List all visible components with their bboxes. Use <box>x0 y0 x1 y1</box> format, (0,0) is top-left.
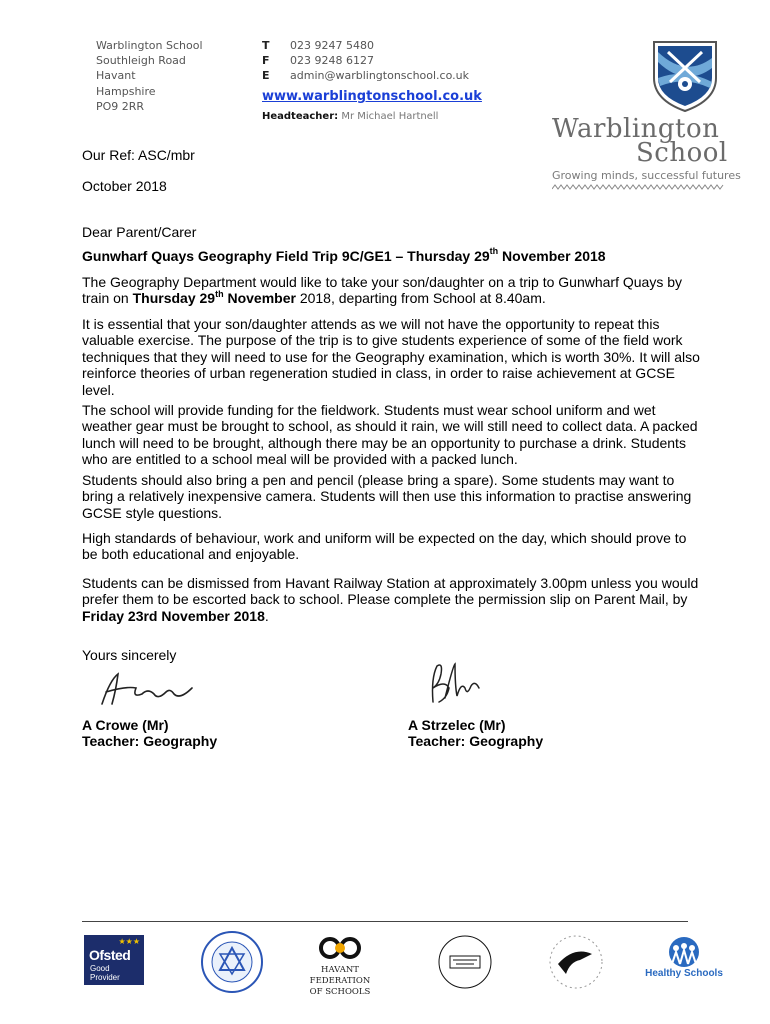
signatory-name: A Crowe (Mr) <box>82 717 169 733</box>
signatory-role: Teacher: Geography <box>82 733 218 750</box>
letter-title: Gunwharf Quays Geography Field Trip 9C/GE1 – Thursday 29th November 2018 <box>82 246 606 264</box>
contact-block <box>262 38 469 84</box>
brand-name-line2: School <box>636 138 728 168</box>
school-website-link[interactable]: www.warblingtonschool.co.uk <box>262 89 482 104</box>
fax-line: F 023 9248 6127 <box>262 54 374 68</box>
paragraph-trip-intro: The Geography Department would like to take your son/daughter on a trip to Gunwharf Quays by train on Thursday 29th November 2018, departing from School at 8.40am. <box>82 274 682 307</box>
investor-in-careers-logo <box>540 930 612 994</box>
paragraph-dismissal: Students can be dismissed from Havant Railway Station at approximately 3.00pm unless you would prefer them to be escorted back to school. Please complete the permission slip on Parent Mail, by Friday 23rd November 2018. <box>82 575 699 624</box>
phone-line: T 023 9247 5480 <box>262 39 374 52</box>
address-line: Warblington School <box>96 39 203 52</box>
paragraph-standards: High standards of behaviour, work and uniform will be expected on the day, which should prove to be both educational and enjoyable. <box>82 530 687 563</box>
address-line: Hampshire <box>96 84 156 98</box>
email-line: E admin@warblingtonschool.co.uk <box>262 69 469 83</box>
closing: Yours sincerely <box>82 647 177 663</box>
letter-date: October 2018 <box>82 178 167 194</box>
our-reference: Our Ref: ASC/mbr <box>82 147 195 163</box>
arts-council-artsmark-logo <box>430 930 500 994</box>
stars-icon: ★★★ <box>118 937 140 946</box>
address-line: Havant <box>96 69 136 83</box>
brand-tagline: Growing minds, successful futures <box>552 169 741 182</box>
brand-name-line1: Warblington <box>552 114 720 144</box>
headteacher-line: Headteacher: Mr Michael Hartnell <box>262 111 439 122</box>
healthy-schools-logo <box>656 936 712 968</box>
paragraph-funding: The school will provide funding for the fieldwork. Students must wear school uniform and wet weather gear must be brought to school, as should it rain, we will still need to collect data. A packed lunch will need to be brought, although there may be an opportunity to purchase a drink. Students who are entitled to a school meal will be provided with a packed lunch. <box>82 402 698 468</box>
signatory-2 <box>408 717 543 750</box>
paragraph-equipment: Students should also bring a pen and pencil (please bring a spare). Some students may want to bring a relatively inexpensive camera. Students will then use this information to practise answering GCSE style questions. <box>82 472 692 521</box>
havant-federation-name: HAVANT FEDERATION OF SCHOOLS <box>309 965 371 997</box>
address-line: Southleigh Road <box>96 54 186 68</box>
signatory-name: A Strzelec (Mr) <box>408 717 506 733</box>
healthy-schools-name: Healthy Schools <box>645 968 723 979</box>
signatory-1 <box>82 717 217 750</box>
salutation: Dear Parent/Carer <box>82 224 197 240</box>
school-address <box>96 38 203 114</box>
signature-crowe <box>96 670 206 710</box>
footer-divider <box>82 921 688 922</box>
havant-federation-logo <box>318 936 362 960</box>
signatory-role: Teacher: Geography <box>408 733 544 750</box>
ofsted-logo: ★★★ Ofsted Good Provider <box>84 935 144 985</box>
address-line: PO9 2RR <box>96 99 145 113</box>
rights-respecting-school-logo <box>200 930 264 994</box>
school-crest-logo <box>650 38 720 114</box>
paragraph-purpose: It is essential that your son/daughter attends as we will not have the opportunity to repeat this valuable exercise. The purpose of the trip is to give students experience of some of the field work techniques that they will need to use for the Geography examination, which is worth 30%. It will also reinforce theories of urban regeneration studied in class, in order to raise achievement at GCSE level. <box>82 316 700 398</box>
signature-strzelec <box>425 658 485 710</box>
